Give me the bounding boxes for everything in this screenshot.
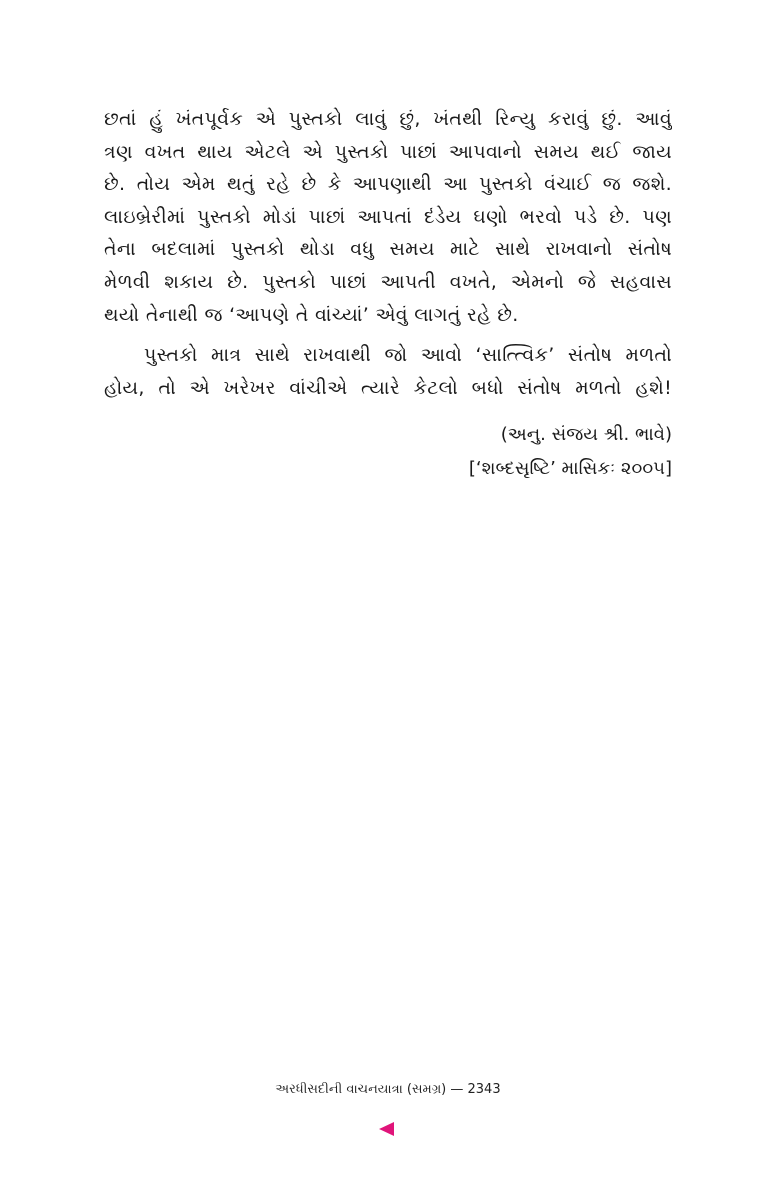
- paragraph-1-line: મેળવી શકાય છે. પુસ્તકો પાછાં આપતી વખતે, એમનો જે સહવાસ: [104, 270, 672, 293]
- paragraph-2-line: પુસ્તકો માત્ર સાથે રાખવાથી જો આવો ‘સાત્ત્વિક’ સંતોષ મળતો: [144, 344, 672, 367]
- paragraph-1-line: લાઇબ્રેરીમાં પુસ્તકો મોડાં પાછાં આપતાં દંડેય ઘણો ભરવો પડે છે. પણ: [104, 205, 672, 228]
- source-credit: [‘શબ્દસૃષ્ટિ’ માસિકઃ ૨૦૦૫]: [468, 458, 672, 479]
- paragraph-1-line: છતાં હું ખંતપૂર્વક એ પુસ્તકો લાવું છું, ખંતથી રિન્યુ કરાવું છું. આવું: [104, 108, 672, 130]
- paragraph-2-line: હોય, તો એ ખરેખર વાંચીએ ત્યારે કેટલો બધો સંતોષ મળતો હશે!: [104, 376, 672, 399]
- credits: [469, 418, 672, 486]
- page-footer: અરધીસદીની વાચનયાત્રા (સમગ્ર) — 2343: [275, 1082, 501, 1097]
- paragraph-1: [104, 103, 672, 331]
- paragraph-1-line: ત્રણ વખત થાય એટલે એ પુસ્તકો પાછાં આપવાનો સમય થઈ જાય: [104, 140, 672, 163]
- paragraph-2: [104, 339, 672, 404]
- triangle-left-icon[interactable]: [379, 1122, 394, 1136]
- translator-credit: (અનુ. સંજય શ્રી. ભાવે): [500, 424, 672, 445]
- paragraph-1-line: તેના બદલામાં પુસ્તકો થોડા વધુ સમય માટે સાથે રાખવાનો સંતોષ: [104, 238, 672, 261]
- paragraph-1-line: છે. તોય એમ થતું રહે છે કે આપણાથી આ પુસ્તકો વંચાઈ જ જશે.: [104, 173, 672, 196]
- main-text: [104, 103, 672, 404]
- paragraph-1-line: થયો તેનાથી જ ‘આપણે તે વાંચ્યાં’ એવું લાગતું રહે છે.: [104, 303, 519, 326]
